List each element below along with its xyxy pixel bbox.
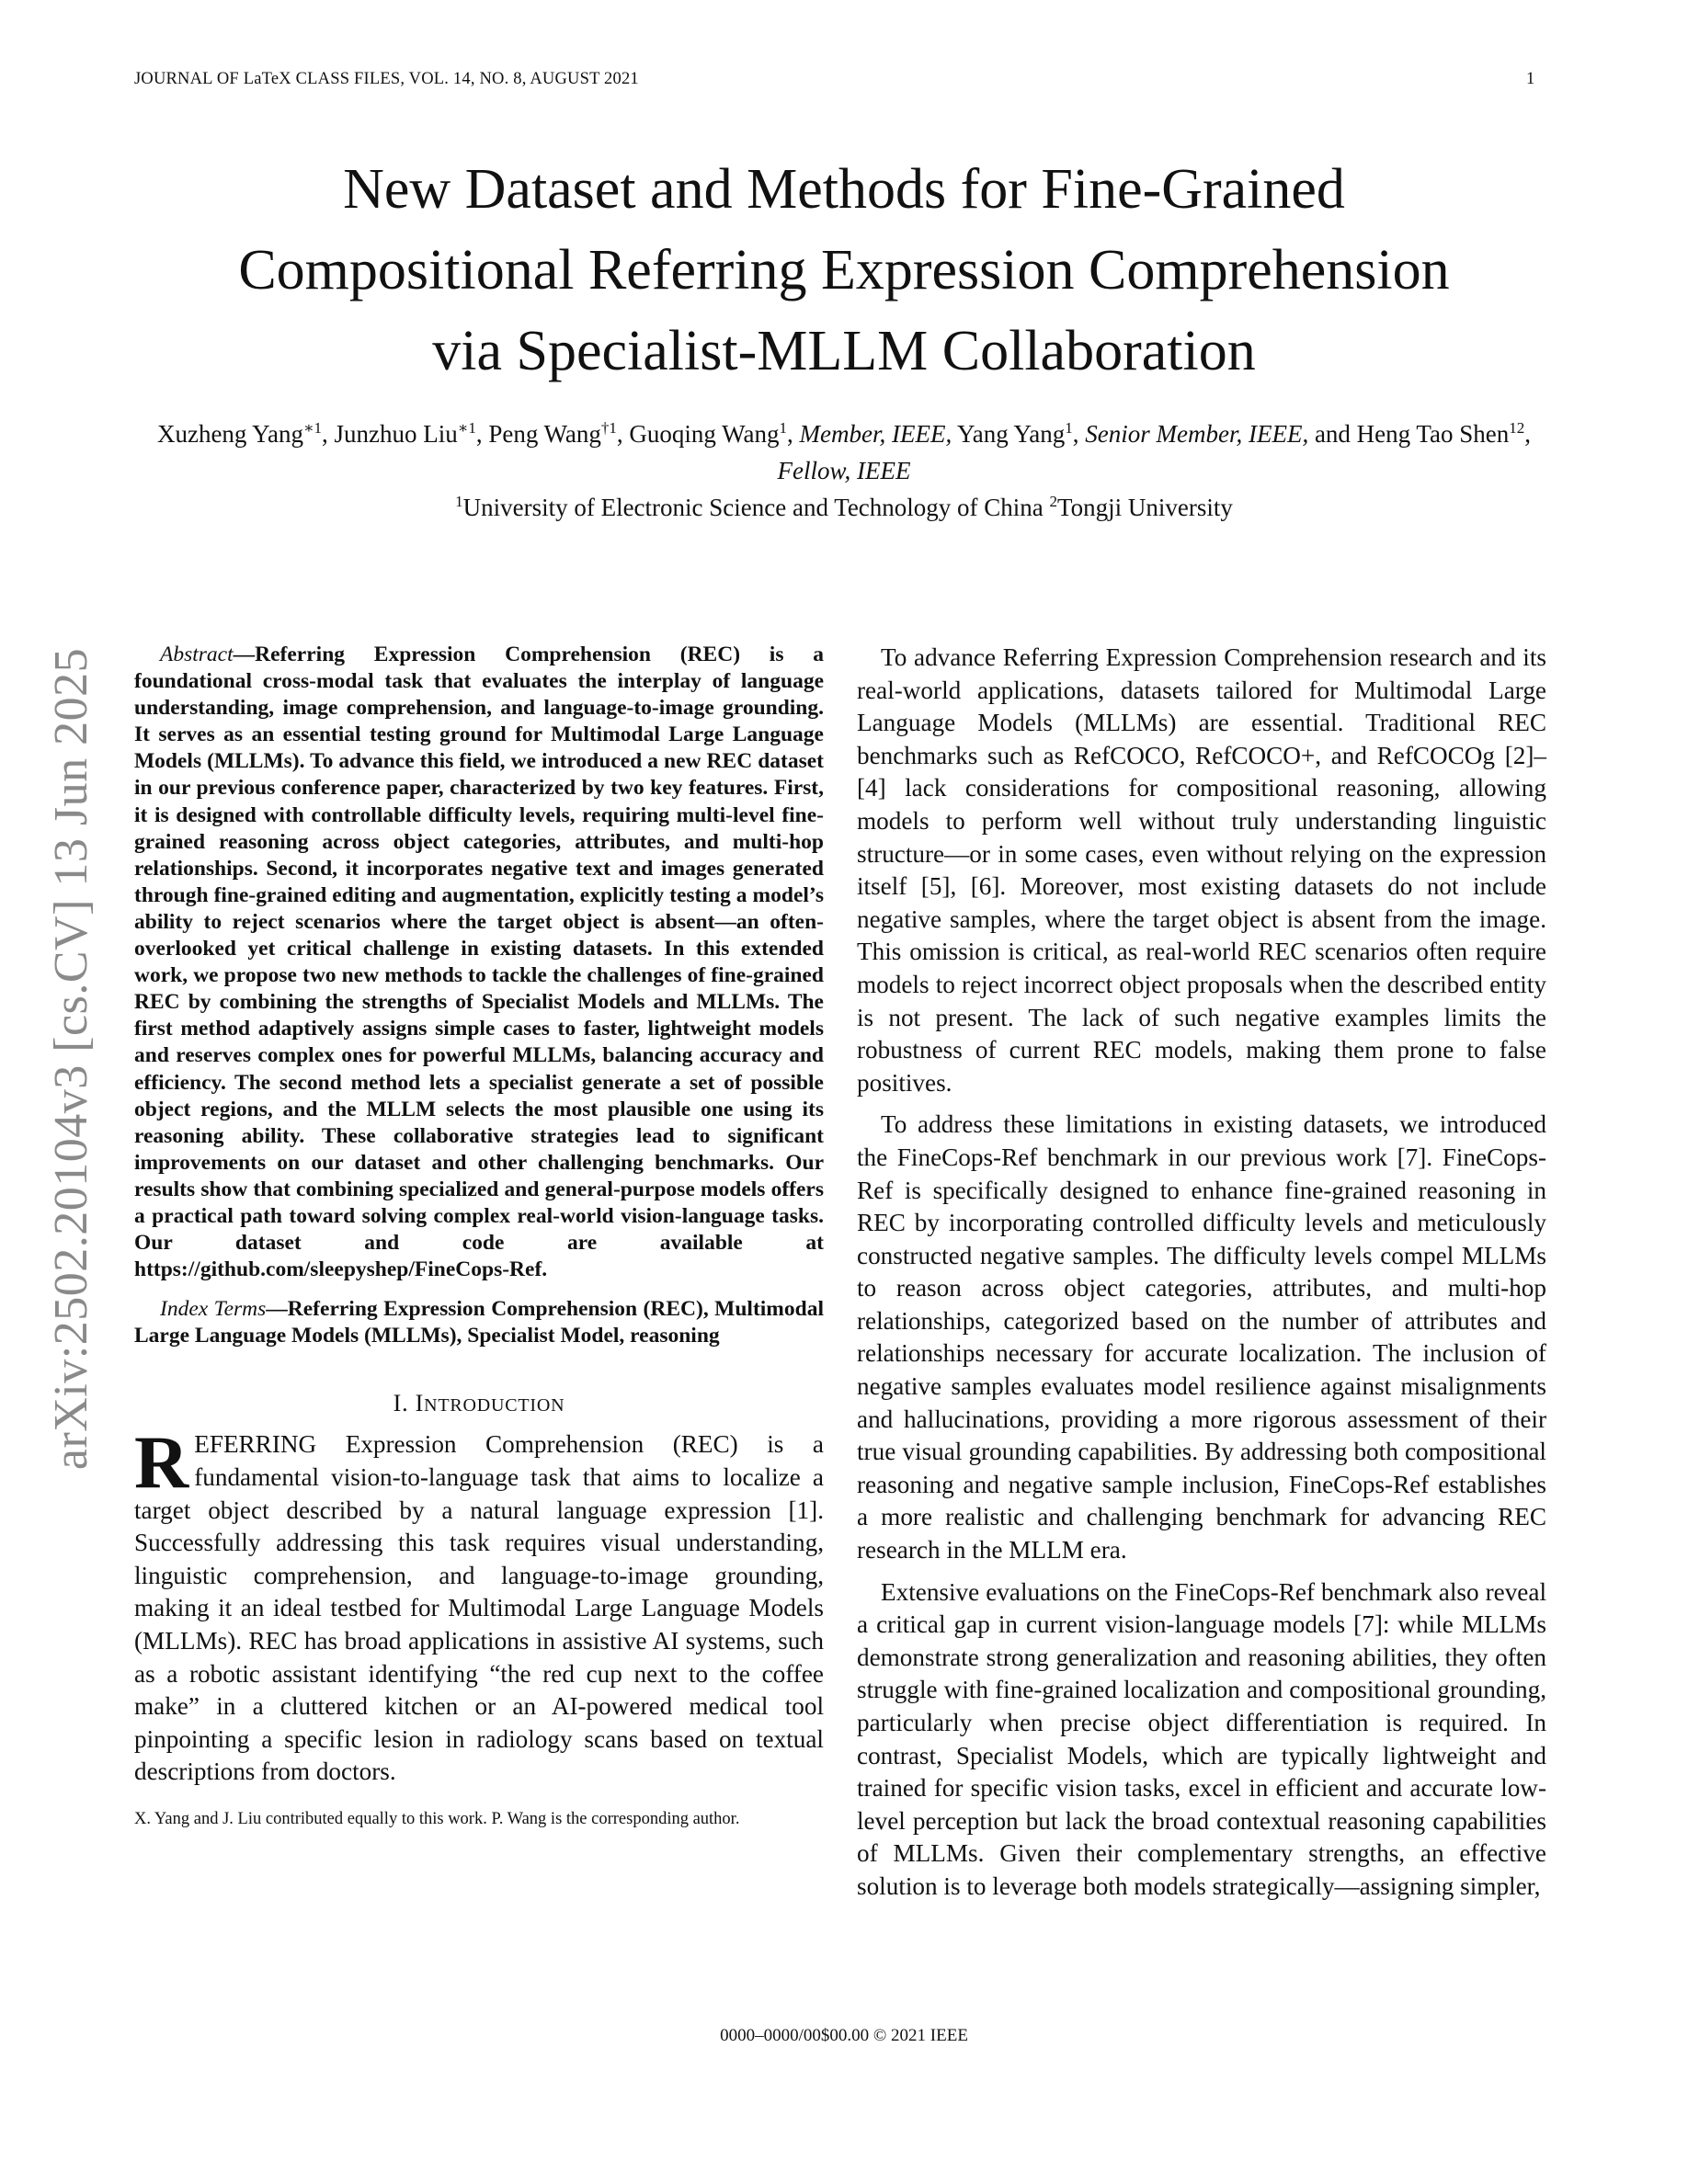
author-block [129, 415, 1559, 526]
author-mark: ∗1 [302, 419, 323, 437]
page-number: 1 [1526, 70, 1535, 88]
body-paragraph: Extensive evaluations on the FineCops-Ref benchmark also reveal a critical gap in current vision-language models [7]: while MLLMs demonstrate strong generalization and reasoning abilities, they often struggle with fine-grained localization and compositional grounding, particularly when precise object differentiation is required. In contrast, Specialist Models, which are typically lightweight and trained for specific vision tasks, excel in efficient and accurate low-level perception but lack the broad contextual reasoning capabilities of MLLMs. Given their complementary strengths, an effective solution is to leverage both models strategically—assigning simpler, [857, 1577, 1546, 1900]
paper-title [92, 149, 1596, 392]
author-name: , Junzhuo Liu [322, 420, 458, 448]
arxiv-side-identifier: arXiv:2502.20104v3 [cs.CV] 13 Jun 2025 [45, 647, 97, 1471]
abstract-label: Abstract [160, 643, 234, 666]
affiliations [129, 489, 1559, 526]
index-terms [134, 1296, 824, 1349]
drop-cap: R [134, 1420, 189, 1505]
left-column [134, 642, 824, 1830]
author-mark: †1 [600, 419, 617, 437]
copyright-footer: 0000–0000/00$00.00 © 2021 IEEE [720, 2026, 968, 2045]
affiliation-mark: 2 [1049, 493, 1058, 510]
author-mark: ∗1 [457, 419, 476, 437]
footnote: X. Yang and J. Liu contributed equally to this work. P. Wang is the corresponding author. [134, 1809, 740, 1828]
author-name: Xuzheng Yang [156, 420, 303, 448]
author-list: Xuzheng Yang$^{∗1}$, Junzhuo Liu$^{∗1}$, Peng Wang$^{\dagger 1}$, Guoqing Wang$^1$, Member, IEEE, Yang Yang$^1$, Senior Member, IEEE, and Heng Tao Shen$^{12}$, Fellow, IEEE [156, 419, 1532, 484]
author-title: Senior Member, IEEE, [1085, 420, 1309, 448]
index-terms-label: Index Terms [160, 1297, 267, 1322]
index-terms-text: —Referring Expression Comprehension (REC), Multimodal Large Language Models (MLLMs), Specialist Model, reasoning [134, 1297, 824, 1348]
author-name: and Heng Tao Shen [1314, 420, 1510, 448]
author-name: , Peng Wang [475, 420, 601, 448]
author-title: Member, IEEE, [799, 420, 952, 448]
author-mark: 1 [779, 419, 787, 437]
intro-text: Expression Comprehension (REC) is a fundamental vision-to-language task that aims to localize a target object described by a natural language expression [1]. Successfully addressing this task requires visual understanding, linguistic comprehension, and language-to-image grounding, making it an ideal testbed for Multimodal Large Language Models (MLLMs). REC has broad applications in assistive AI systems, such as a robotic assistant identifying “the red cup next to the coffee make” in a cluttered kitchen or an AI-powered medical tool pinpointing a specific lesion in radiology scans based on textual descriptions from doctors. [134, 1430, 824, 1786]
author-name: Yang Yang [956, 420, 1066, 448]
title-line: New Dataset and Methods for Fine-Grained [343, 158, 1345, 221]
abstract [134, 642, 824, 1283]
title-line: Compositional Referring Expression Comprehension [238, 239, 1450, 301]
author-mark: 1 [1065, 419, 1073, 437]
author-title: Fellow, IEEE [777, 457, 911, 484]
affiliation: University of Electronic Science and Technology of China [462, 494, 1044, 521]
author-name: , Guoqing Wang [616, 420, 780, 448]
affiliation-mark: 1 [455, 493, 463, 510]
title-line: via Specialist-MLLM Collaboration [432, 320, 1256, 382]
author-mark: 12 [1509, 419, 1525, 437]
body-paragraph: To advance Referring Expression Comprehension research and its real-world applications, datasets tailored for Multimodal Large Language Models (MLLMs) are essential. Traditional REC benchmarks such as RefCOCO, RefCOCO+, and RefCOCOg [2]–[4] lack considerations for compositional reasoning, allowing models to perform well without truly understanding linguistic structure—or in some cases, even without relying on the expression itself [5], [6]. Moreover, most existing datasets do not include negative samples, where the target object is absent from the image. This omission is critical, as real-world REC scenarios often require models to reject incorrect object proposals when the described entity is not present. The lack of such negative examples limits the robustness of current REC models, making them prone to false positives. [857, 643, 1546, 1097]
intro-first-word: EFERRING [194, 1430, 317, 1459]
intro-paragraph [134, 1420, 824, 1789]
right-column [857, 642, 1546, 1904]
section-heading-introduction: I. INTRODUCTION [393, 1390, 565, 1417]
affiliation: Tongji University [1057, 494, 1233, 521]
abstract-text: —Referring Expression Comprehension (REC) is a foundational cross-modal task that evaluates the interplay of language understanding, image comprehension, and language-to-image grounding. It serves as an essential testing ground for Multimodal Large Language Models (MLLMs). To advance this field, we introduced a new REC dataset in our previous conference paper, characterized by two key features. First, it is designed with controllable difficulty levels, requiring multi-level fine-grained reasoning across object categories, attributes, and multi-hop relationships. Second, it incorporates negative text and images generated through fine-grained editing and augmentation, explicitly testing a model’s ability to reject scenarios where the target object is absent—an often-overlooked yet critical challenge in existing datasets. In this extended work, we propose two new methods to tackle the challenges of fine-grained REC by combining the strengths of Specialist Models and MLLMs. The first method adaptively assigns simple cases to faster, lightweight models and reserves complex ones for powerful MLLMs, balancing accuracy and efficiency. The second method lets a specialist generate a set of possible object regions, and the MLLM selects the most plausible one using its reasoning ability. These collaborative strategies lead to significant improvements on our dataset and other challenging benchmarks. Our results show that combining specialized and general-purpose models offers a practical path toward solving complex real-world vision-language tasks. Our dataset and code are available at https://github.com/sleepyshep/FineCops-Ref. [134, 643, 824, 1282]
running-head: JOURNAL OF LaTeX CLASS FILES, VOL. 14, NO. 8, AUGUST 2021 [134, 70, 639, 88]
body-paragraph: To address these limitations in existing datasets, we introduced the FineCops-Ref benchmark in our previous work [7]. FineCops-Ref is specifically designed to enhance fine-grained reasoning in REC by incorporating controlled difficulty levels and meticulously constructed negative samples. The difficulty levels compel MLLMs to reason across object categories, attributes, and multi-hop relationships, categorized based on the number of attributes and relationships necessary for accurate localization. The inclusion of negative samples evaluates model resilience against misalignments and hallucinations, providing a more rigorous assessment of their true visual grounding capabilities. By addressing both compositional reasoning and negative sample inclusion, FineCops-Ref establishes a more realistic and challenging benchmark for advancing REC research in the MLLM era. [857, 1110, 1546, 1564]
